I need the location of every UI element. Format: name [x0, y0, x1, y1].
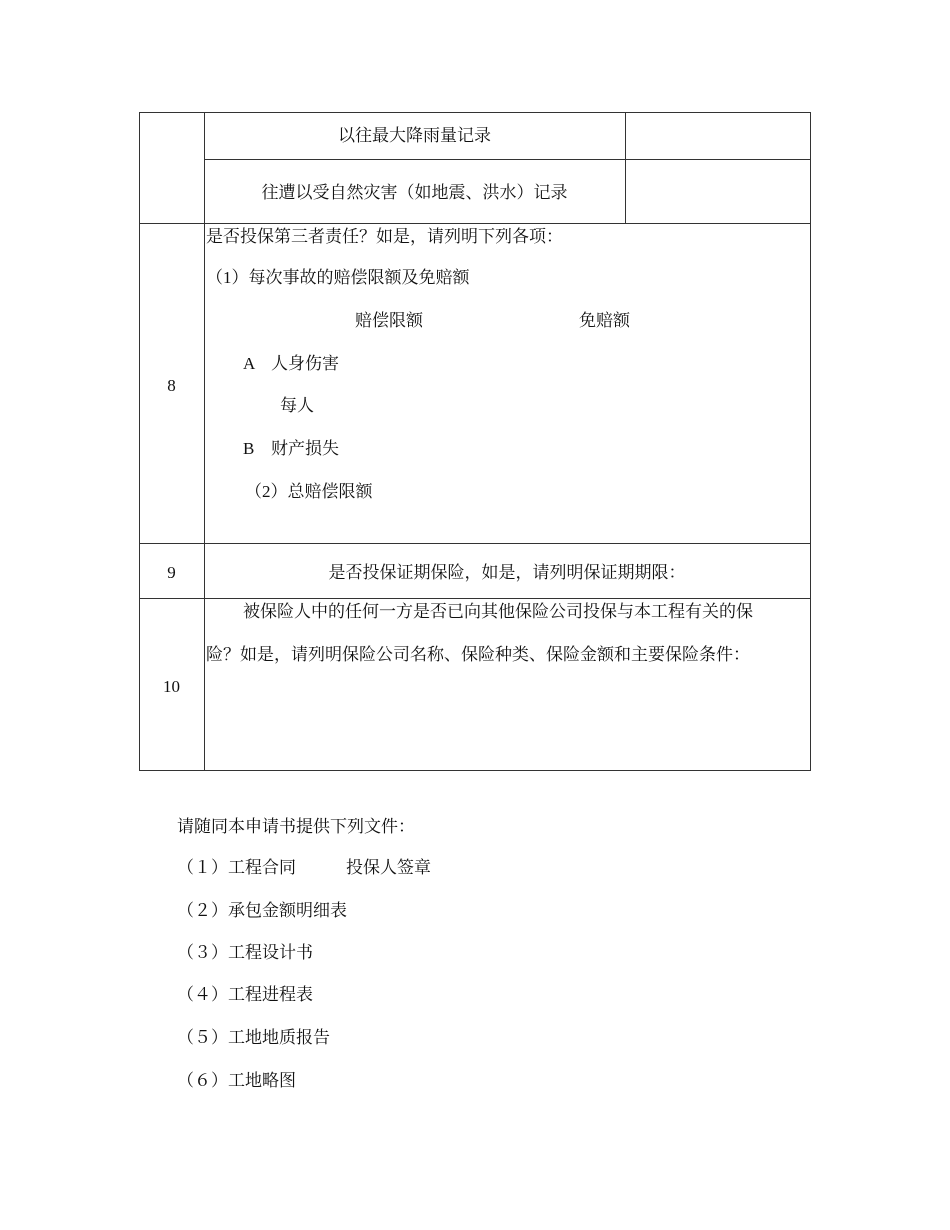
b-label: B: [243, 439, 255, 458]
table-rule: [139, 598, 811, 599]
rain-record-label: 以往最大降雨量记录: [338, 126, 491, 145]
item-2: （2）总赔偿限额: [245, 482, 373, 501]
row-number: 9: [167, 563, 176, 582]
doc-item: （４）工程进程表: [177, 985, 313, 1004]
doc-item: （１）工程合同: [177, 858, 296, 877]
table-border: [139, 112, 811, 113]
a-sub: 每人: [280, 396, 314, 415]
row-number: 8: [167, 376, 176, 395]
signature-label: 投保人签章: [346, 858, 431, 877]
other-insurance-line1: 被保险人中的任何一方是否已向其他保险公司投保与本工程有关的保: [243, 602, 753, 621]
a-label: A: [243, 354, 256, 373]
doc-item: （３）工程设计书: [177, 943, 313, 962]
doc-item: （６）工地略图: [177, 1071, 296, 1090]
table-rule: [139, 223, 811, 224]
table-border: [139, 770, 811, 771]
table-border: [810, 112, 811, 771]
table-border: [139, 112, 140, 771]
a-text: 人身伤害: [271, 354, 339, 373]
docs-intro: 请随同本申请书提供下列文件：: [177, 817, 415, 836]
doc-item: （５）工地地质报告: [177, 1028, 330, 1047]
table-rule: [139, 543, 811, 544]
col-deductible: 免赔额: [579, 311, 630, 330]
item-1: （1）每次事故的赔偿限额及免赔额: [206, 268, 470, 287]
doc-item: （２）承包金额明细表: [177, 901, 347, 920]
table-rule: [204, 159, 811, 160]
row-number: 10: [163, 677, 180, 696]
b-text: 财产损失: [271, 439, 339, 458]
third-party-question: 是否投保第三者责任？如是，请列明下列各项：: [206, 227, 563, 246]
table-rule: [204, 112, 205, 771]
other-insurance-line2: 险？如是，请列明保险公司名称、保险种类、保险金额和主要保险条件：: [206, 645, 750, 664]
disaster-record-label: 往遭以受自然灾害（如地震、洪水）记录: [261, 183, 568, 202]
col-limit: 赔偿限额: [355, 311, 423, 330]
table-rule: [625, 112, 626, 223]
warranty-question: 是否投保证期保险，如是，请列明保证期期限：: [328, 563, 686, 582]
